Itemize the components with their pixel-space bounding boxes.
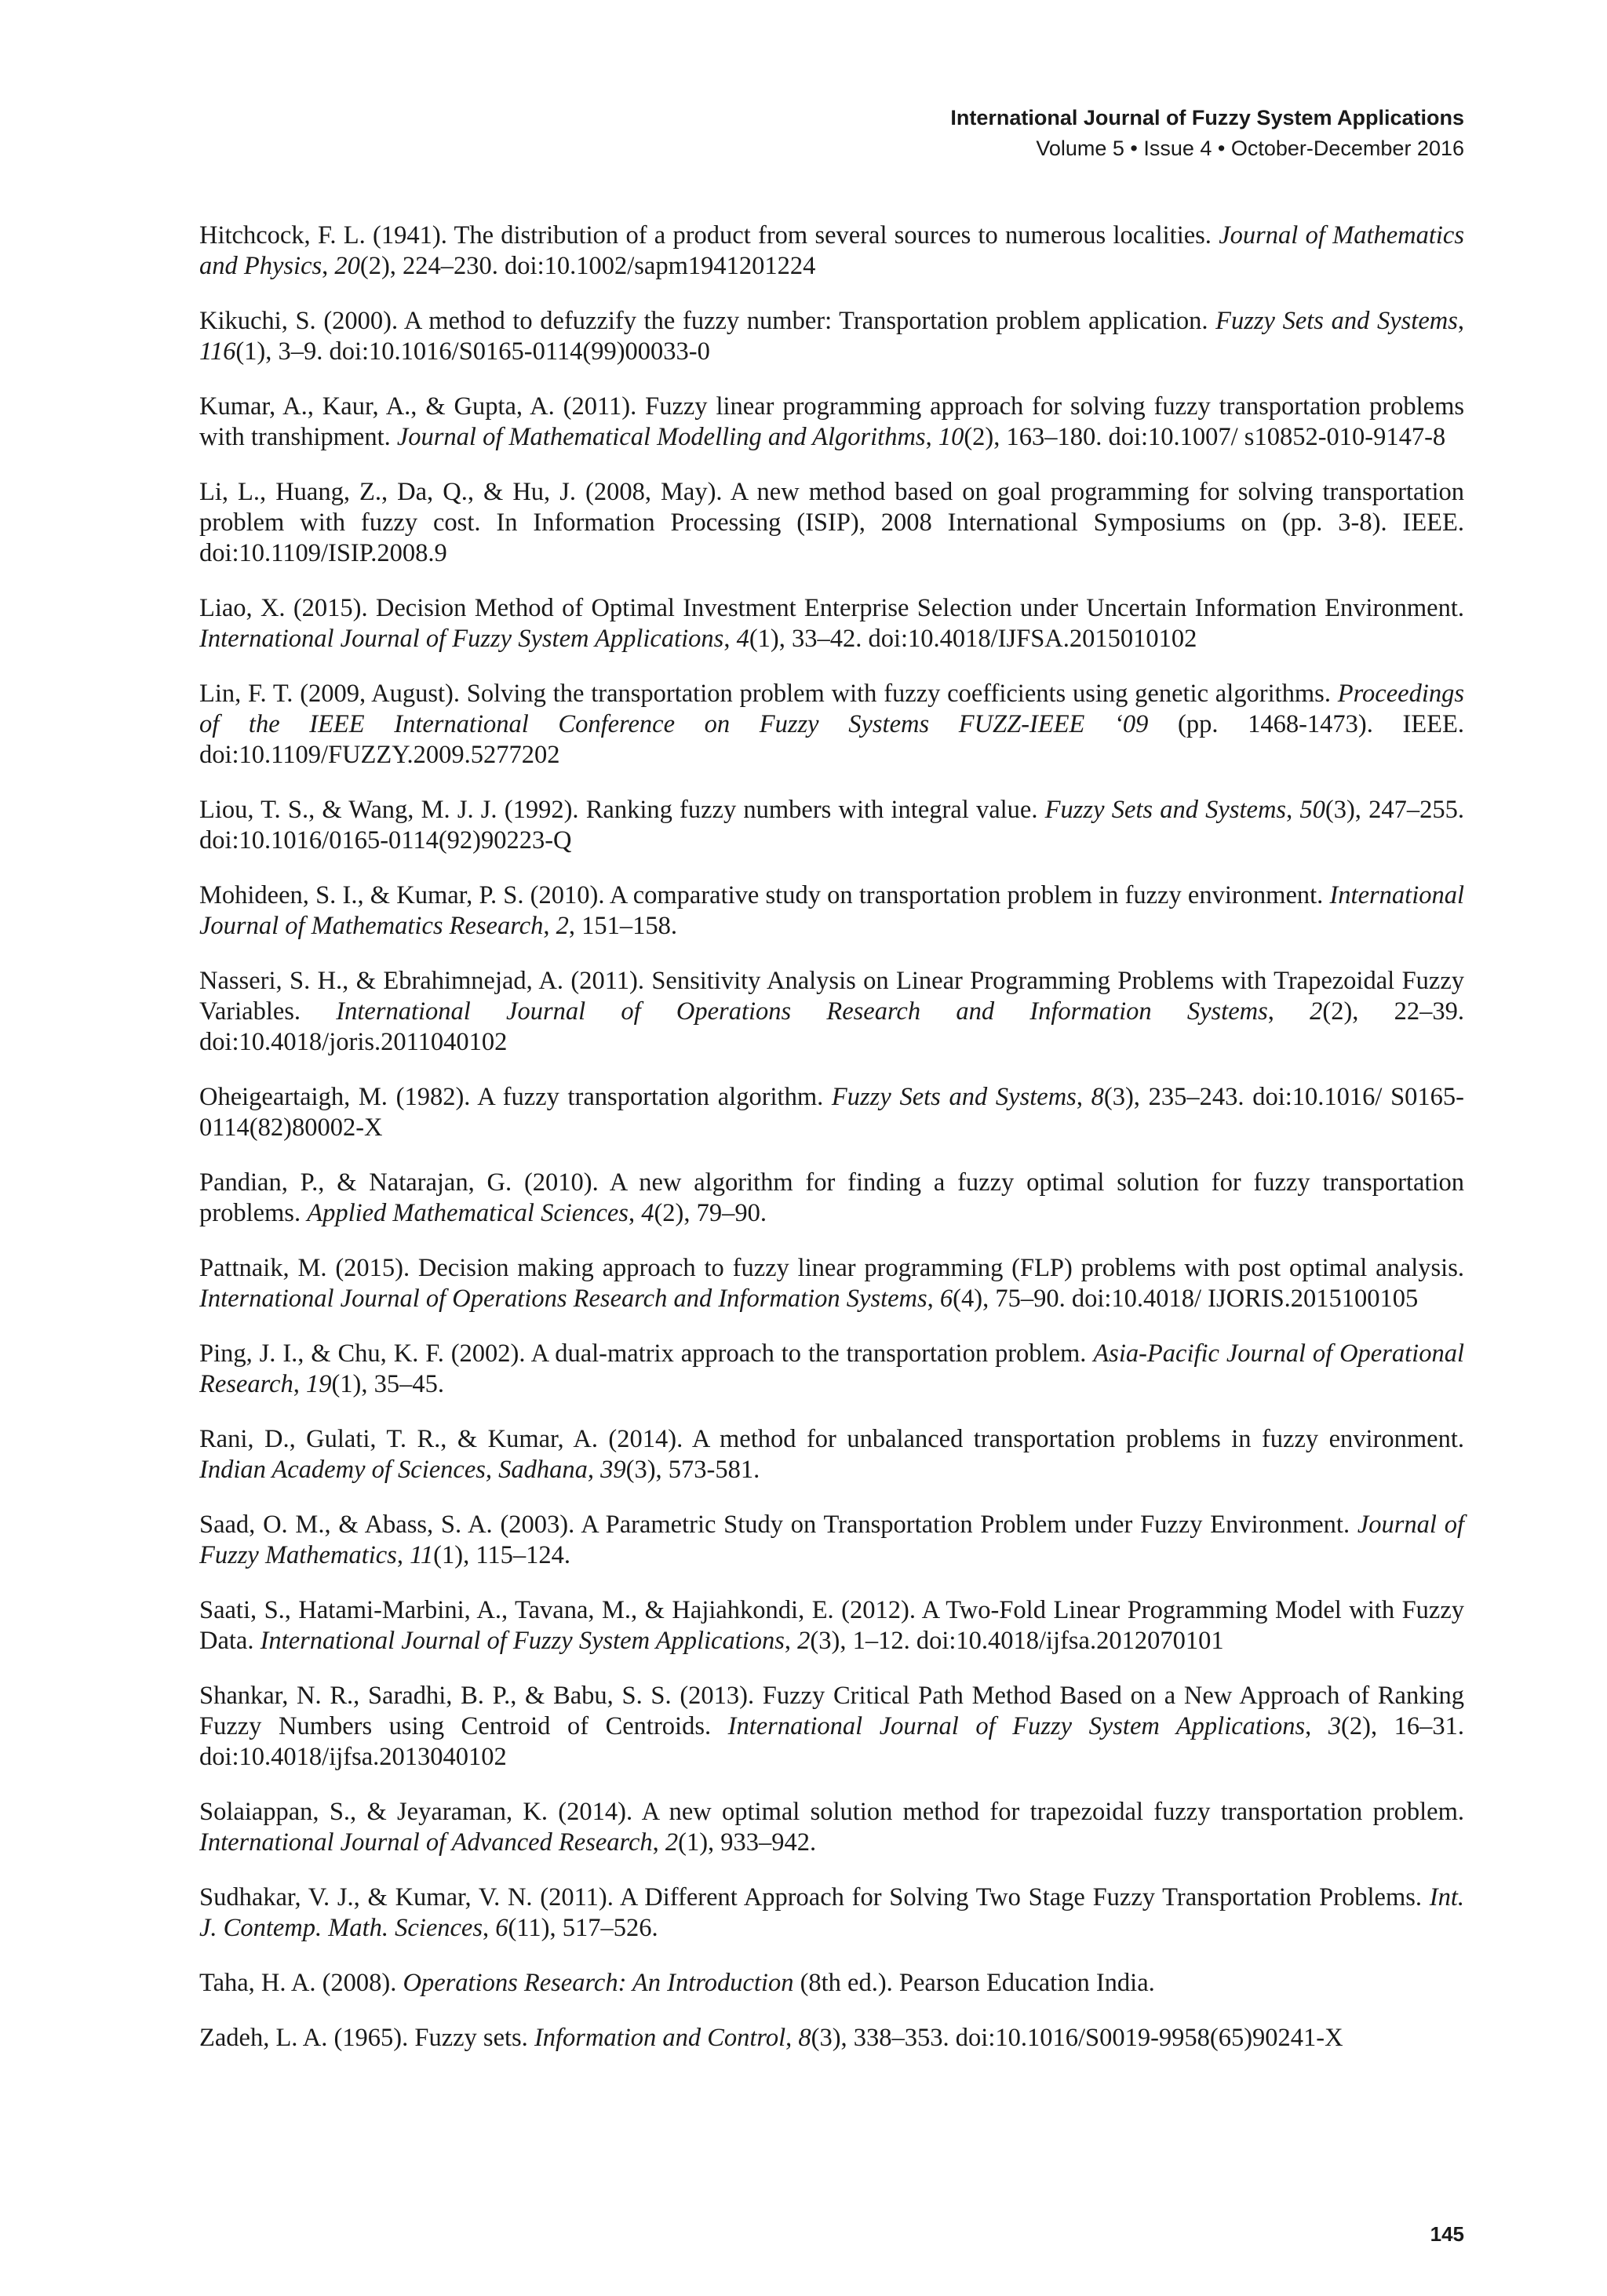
- reference-text: (2), 224–230. doi:10.1002/sapm1941201224: [359, 252, 816, 280]
- reference-entry: [199, 477, 1464, 569]
- running-head: [950, 102, 1464, 163]
- reference-italic-text: Indian Academy of Sciences, Sadhana, 39: [199, 1456, 626, 1484]
- reference-entry: [199, 679, 1464, 771]
- reference-italic-text: 6: [495, 1914, 508, 1942]
- issue-line: Volume 5 • Issue 4 • October-December 2016: [1036, 137, 1464, 160]
- reference-italic-text: 20: [334, 252, 360, 280]
- reference-italic-text: 10: [938, 423, 964, 451]
- reference-italic-text: 3: [1328, 1712, 1342, 1740]
- reference-text: (1), 3–9. doi:10.1016/S0165-0114(99)00033-0: [235, 337, 710, 366]
- reference-text: (3), 573-581.: [625, 1456, 760, 1484]
- reference-italic-text: Proceedings of the IEEE International Conference on Fuzzy Systems FUZZ-IEEE ‘09: [199, 680, 1464, 738]
- reference-entry: [199, 966, 1464, 1058]
- reference-text: (1), 33–42. doi:10.4018/IJFSA.2015010102: [749, 625, 1197, 653]
- reference-text: ,: [483, 1914, 496, 1942]
- reference-text: ,: [1457, 307, 1464, 335]
- reference-text: ,: [1286, 796, 1300, 824]
- reference-italic-text: 2: [797, 1627, 811, 1655]
- reference-entry: [199, 1797, 1464, 1858]
- reference-text: Solaiappan, S., & Jeyaraman, K. (2014). A new optimal solution method for trapezoidal fuzzy transportation problem.: [199, 1798, 1464, 1826]
- reference-text: Pandian, P., & Natarajan, G. (2010). A new algorithm for finding a fuzzy optimal solution for fuzzy transportation problems.: [199, 1168, 1464, 1227]
- reference-italic-text: Asia-Pacific Journal of Operational Research: [199, 1339, 1464, 1398]
- reference-text: ,: [785, 2024, 799, 2052]
- reference-text: ,: [396, 1541, 410, 1569]
- reference-text: ,: [723, 625, 737, 653]
- reference-text: ,: [322, 252, 335, 280]
- reference-text: Sudhakar, V. J., & Kumar, V. N. (2011). A Different Approach for Solving Two Stage Fuzzy Transportation Problems.: [199, 1883, 1430, 1912]
- reference-text: ,: [1305, 1712, 1328, 1740]
- reference-text: (11), 517–526.: [508, 1914, 658, 1942]
- reference-entry: [199, 392, 1464, 453]
- reference-entry: [199, 1424, 1464, 1485]
- reference-italic-text: International Journal of Fuzzy System Applications: [727, 1712, 1306, 1740]
- reference-text: Mohideen, S. I., & Kumar, P. S. (2010). A comparative study on transportation problem in fuzzy environment.: [199, 881, 1330, 909]
- reference-italic-text: Int. J. Contemp. Math. Sciences: [199, 1883, 1464, 1942]
- reference-italic-text: Applied Mathematical Sciences: [307, 1199, 629, 1227]
- reference-text: Li, L., Huang, Z., Da, Q., & Hu, J. (2008, May). A new method based on goal programming for solving transportation problem with fuzzy cost. In Information Processing (ISIP), 2008 International Symposiums on (pp. 3-8). IEEE. doi:10.1109/ISIP.2008.9: [199, 478, 1464, 567]
- reference-text: (2), 79–90.: [654, 1199, 767, 1227]
- reference-list: [199, 220, 1464, 2078]
- reference-text: (3), 235–243. doi:10.1016/ S0165-0114(82)80002-X: [199, 1083, 1464, 1142]
- reference-text: Kikuchi, S. (2000). A method to defuzzify the fuzzy number: Transportation problem application.: [199, 307, 1216, 335]
- reference-text: (1), 933–942.: [678, 1828, 817, 1857]
- reference-entry: [199, 1082, 1464, 1143]
- journal-name: International Journal of Fuzzy System Applications: [950, 106, 1464, 129]
- reference-text: (4), 75–90. doi:10.4018/ IJORIS.2015100105: [953, 1285, 1419, 1313]
- reference-italic-text: Journal of Mathematical Modelling and Algorithms: [396, 423, 926, 451]
- reference-text: Zadeh, L. A. (1965). Fuzzy sets.: [199, 2024, 534, 2052]
- reference-text: (2), 16–31. doi:10.4018/ijfsa.2013040102: [199, 1712, 1464, 1771]
- reference-entry: [199, 306, 1464, 367]
- reference-italic-text: 19: [305, 1370, 332, 1398]
- reference-text: (pp. 1468-1473). IEEE. doi:10.1109/FUZZY.2009.5277202: [199, 710, 1464, 769]
- reference-text: , 151–158.: [568, 912, 677, 940]
- reference-entry: [199, 1968, 1464, 1999]
- reference-italic-text: 116: [199, 337, 236, 366]
- reference-text: ,: [628, 1199, 642, 1227]
- reference-italic-text: 6: [939, 1285, 953, 1313]
- page-number: 145: [1430, 2222, 1464, 2246]
- reference-italic-text: International Journal of Fuzzy System Applications: [199, 625, 724, 653]
- reference-italic-text: International Journal of Operations Research and Information Systems: [199, 1285, 927, 1313]
- reference-entry: [199, 220, 1464, 282]
- reference-text: Pattnaik, M. (2015). Decision making approach to fuzzy linear programming (FLP) problems with post optimal analysis.: [199, 1254, 1464, 1282]
- reference-italic-text: 2: [665, 1828, 679, 1857]
- reference-text: Ping, J. I., & Chu, K. F. (2002). A dual-matrix approach to the transportation problem.: [199, 1339, 1094, 1368]
- reference-entry: [199, 1681, 1464, 1773]
- reference-italic-text: Journal of Fuzzy Mathematics: [199, 1511, 1464, 1569]
- reference-italic-text: International Journal of Fuzzy System Applications: [260, 1627, 785, 1655]
- reference-entry: [199, 1510, 1464, 1571]
- reference-text: ,: [543, 912, 556, 940]
- reference-text: (2), 22–39. doi:10.4018/joris.2011040102: [199, 997, 1465, 1056]
- reference-text: ,: [925, 423, 938, 451]
- reference-text: Oheigeartaigh, M. (1982). A fuzzy transportation algorithm.: [199, 1083, 832, 1111]
- reference-entry: [199, 2023, 1464, 2054]
- reference-entry: [199, 1253, 1464, 1314]
- reference-italic-text: Journal of Mathematics and Physics: [199, 221, 1464, 280]
- reference-entry: [199, 880, 1464, 942]
- reference-entry: [199, 1168, 1464, 1229]
- reference-text: ,: [927, 1285, 940, 1313]
- reference-text: Nasseri, S. H., & Ebrahimnejad, A. (2011). Sensitivity Analysis on Linear Programming Problems with Trapezoidal Fuzzy Variables.: [199, 967, 1464, 1026]
- reference-text: ,: [784, 1627, 798, 1655]
- reference-entry: [199, 1339, 1464, 1400]
- reference-italic-text: International Journal of Advanced Research: [199, 1828, 653, 1857]
- reference-italic-text: International Journal of Mathematics Research: [199, 881, 1464, 940]
- reference-italic-text: 8: [798, 2024, 811, 2052]
- reference-text: ,: [1076, 1083, 1091, 1111]
- reference-text: Liou, T. S., & Wang, M. J. J. (1992). Ranking fuzzy numbers with integral value.: [199, 796, 1045, 824]
- reference-text: ,: [652, 1828, 665, 1857]
- reference-italic-text: 50: [1299, 796, 1325, 824]
- reference-text: (2), 163–180. doi:10.1007/ s10852-010-9147-8: [964, 423, 1446, 451]
- reference-italic-text: 2: [556, 912, 569, 940]
- reference-text: (3), 338–353. doi:10.1016/S0019-9958(65)90241-X: [811, 2024, 1343, 2052]
- reference-italic-text: Fuzzy Sets and Systems: [1215, 307, 1458, 335]
- reference-text: (1), 115–124.: [433, 1541, 570, 1569]
- reference-entry: [199, 1882, 1464, 1944]
- reference-text: Saad, O. M., & Abass, S. A. (2003). A Parametric Study on Transportation Problem under Fuzzy Environment.: [199, 1511, 1357, 1539]
- reference-text: ,: [1267, 997, 1310, 1026]
- reference-italic-text: 2: [1310, 997, 1323, 1026]
- reference-text: Rani, D., Gulati, T. R., & Kumar, A. (2014). A method for unbalanced transportation problems in fuzzy environment.: [199, 1425, 1464, 1453]
- reference-italic-text: International Journal of Operations Research and Information Systems: [336, 997, 1268, 1026]
- reference-italic-text: 4: [641, 1199, 654, 1227]
- reference-text: Kumar, A., Kaur, A., & Gupta, A. (2011). Fuzzy linear programming approach for solving fuzzy transportation problems with transhipment.: [199, 392, 1464, 451]
- reference-text: Shankar, N. R., Saradhi, B. P., & Babu, S. S. (2013). Fuzzy Critical Path Method Based on a New Approach of Ranking Fuzzy Numbers using Centroid of Centroids.: [199, 1682, 1464, 1740]
- reference-text: (3), 247–255. doi:10.1016/0165-0114(92)90223-Q: [199, 796, 1464, 855]
- reference-entry: [199, 593, 1464, 654]
- reference-italic-text: Fuzzy Sets and Systems: [831, 1083, 1077, 1111]
- reference-italic-text: Fuzzy Sets and Systems: [1044, 796, 1287, 824]
- reference-entry: [199, 795, 1464, 856]
- reference-text: (8th ed.). Pearson Education India.: [793, 1969, 1155, 1997]
- reference-italic-text: 8: [1091, 1083, 1104, 1111]
- reference-text: Lin, F. T. (2009, August). Solving the transportation problem with fuzzy coefficients using genetic algorithms.: [199, 680, 1338, 708]
- reference-italic-text: Operations Research: An Introduction: [403, 1969, 794, 1997]
- reference-italic-text: Information and Control: [534, 2024, 786, 2052]
- reference-text: Saati, S., Hatami-Marbini, A., Tavana, M., & Hajiahkondi, E. (2012). A Two-Fold Linear Programming Model with Fuzzy Data.: [199, 1596, 1464, 1655]
- reference-text: (1), 35–45.: [331, 1370, 444, 1398]
- reference-text: ,: [293, 1370, 306, 1398]
- reference-italic-text: 11: [410, 1541, 434, 1569]
- reference-italic-text: 4: [736, 625, 749, 653]
- reference-text: Hitchcock, F. L. (1941). The distribution of a product from several sources to numerous localities.: [199, 221, 1219, 250]
- reference-text: Liao, X. (2015). Decision Method of Optimal Investment Enterprise Selection under Uncertain Information Environment.: [199, 594, 1464, 622]
- reference-text: (3), 1–12. doi:10.4018/ijfsa.2012070101: [810, 1627, 1224, 1655]
- reference-text: Taha, H. A. (2008).: [199, 1969, 403, 1997]
- reference-entry: [199, 1595, 1464, 1656]
